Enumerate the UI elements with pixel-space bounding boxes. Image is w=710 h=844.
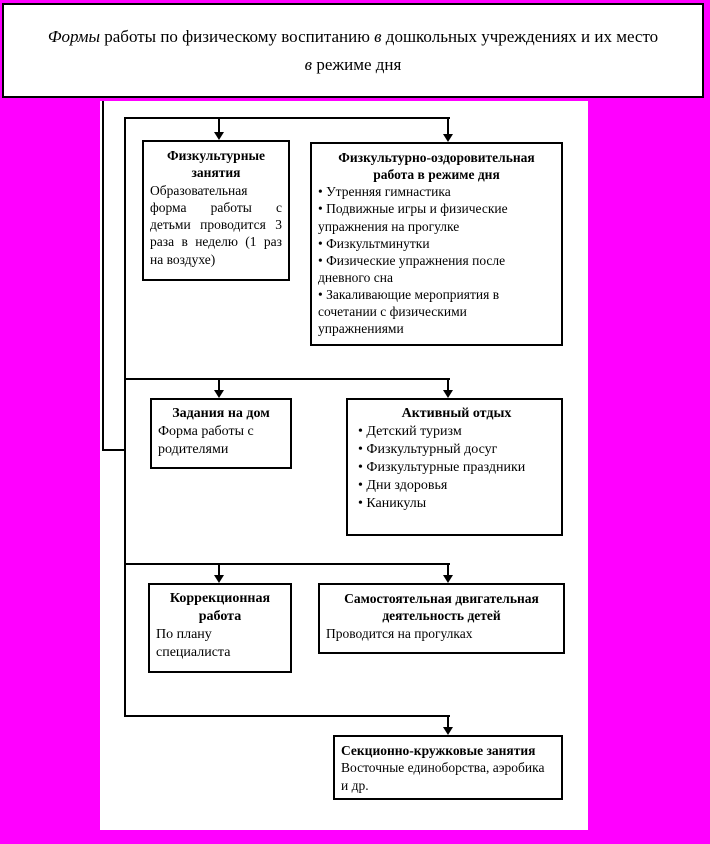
box-fizkulturnye-zanyatiya <box>142 140 290 281</box>
title-segment: в <box>304 54 313 74</box>
title-segment: режиме дня <box>312 54 402 74</box>
box-body: Образовательная форма работы с детьми проводится 3 раза в неделю (1 раз на воздухе) <box>150 182 282 267</box>
connector-main-vertical <box>124 117 126 717</box>
box-title: Самостоятельная двигательная деятельность детей <box>344 591 539 624</box>
connector-outer-vertical <box>102 101 104 451</box>
box-samostoyatelnaya-deyatelnost <box>318 583 565 654</box>
title-segment: Формы <box>47 27 100 47</box>
arrowhead-icon <box>214 390 224 398</box>
down-arrow <box>214 119 224 140</box>
arrowhead-icon <box>443 390 453 398</box>
arrowhead-icon <box>443 575 453 583</box>
bullet-list <box>358 423 555 513</box>
list-item: • Дни здоровья <box>358 477 448 493</box>
connector-row1-horizontal <box>124 117 450 119</box>
box-body: Проводится на прогулках <box>326 625 473 641</box>
title-banner <box>2 3 704 98</box>
page-title <box>48 23 658 77</box>
list-item: • Каникулы <box>358 495 427 511</box>
list-item: • Утренняя гимнастика <box>318 184 451 200</box>
box-korrekcionnaya-rabota <box>148 583 292 673</box>
arrow-shaft <box>447 119 449 135</box>
title-segment: работы по физическому воспитанию <box>100 27 375 47</box>
down-arrow <box>214 565 224 583</box>
list-item: • Закаливающие мероприятия в сочетании с физическими упражнениями <box>318 287 500 337</box>
box-title: Секционно-кружковые занятия <box>341 743 536 758</box>
box-title: Задания на дом <box>172 406 270 421</box>
box-zadaniya-na-dom <box>150 398 292 469</box>
arrowhead-icon <box>214 132 224 140</box>
box-sekcionno-kruzhkovye <box>333 735 563 800</box>
box-title: Активный отдых <box>401 406 512 421</box>
diagram-canvas <box>100 101 588 830</box>
connector-jog <box>102 449 126 451</box>
list-item: • Физкультурный досуг <box>358 441 498 457</box>
box-title: Коррекционная работа <box>169 591 271 624</box>
down-arrow <box>443 380 453 398</box>
arrowhead-icon <box>443 134 453 142</box>
box-ozdorovitelnaya-rabota <box>310 142 563 346</box>
down-arrow <box>443 717 453 735</box>
arrowhead-icon <box>214 575 224 583</box>
list-item: • Физкультурные праздники <box>358 459 526 475</box>
connector-row3-horizontal <box>124 563 450 565</box>
list-item: • Подвижные игры и физические упражнения на прогулке <box>318 201 508 234</box>
box-title: Физкультурные занятия <box>166 148 266 181</box>
arrow-shaft <box>218 119 220 133</box>
list-item: • Детский туризм <box>358 423 462 439</box>
title-segment: в <box>374 27 382 47</box>
box-body: По плану специалиста <box>156 626 231 660</box>
down-arrow <box>443 565 453 583</box>
bullet-list <box>318 183 555 337</box>
list-item: • Физкультминутки <box>318 235 430 251</box>
list-item: • Физические упражнения после дневного сна <box>318 252 506 285</box>
box-title: Физкультурно-оздоровительная работа в режиме дня <box>338 150 535 183</box>
box-body: Восточные единоборства, аэробика и др. <box>341 760 545 793</box>
connector-row4-horizontal <box>124 715 450 717</box>
down-arrow <box>214 380 224 398</box>
title-segment: дошкольных учреждениях и их место <box>381 27 659 47</box>
box-aktivny-otdyh <box>346 398 563 536</box>
arrowhead-icon <box>443 727 453 735</box>
down-arrow <box>443 119 453 142</box>
box-body: Форма работы с родителями <box>158 423 254 457</box>
connector-row2-horizontal <box>124 378 450 380</box>
